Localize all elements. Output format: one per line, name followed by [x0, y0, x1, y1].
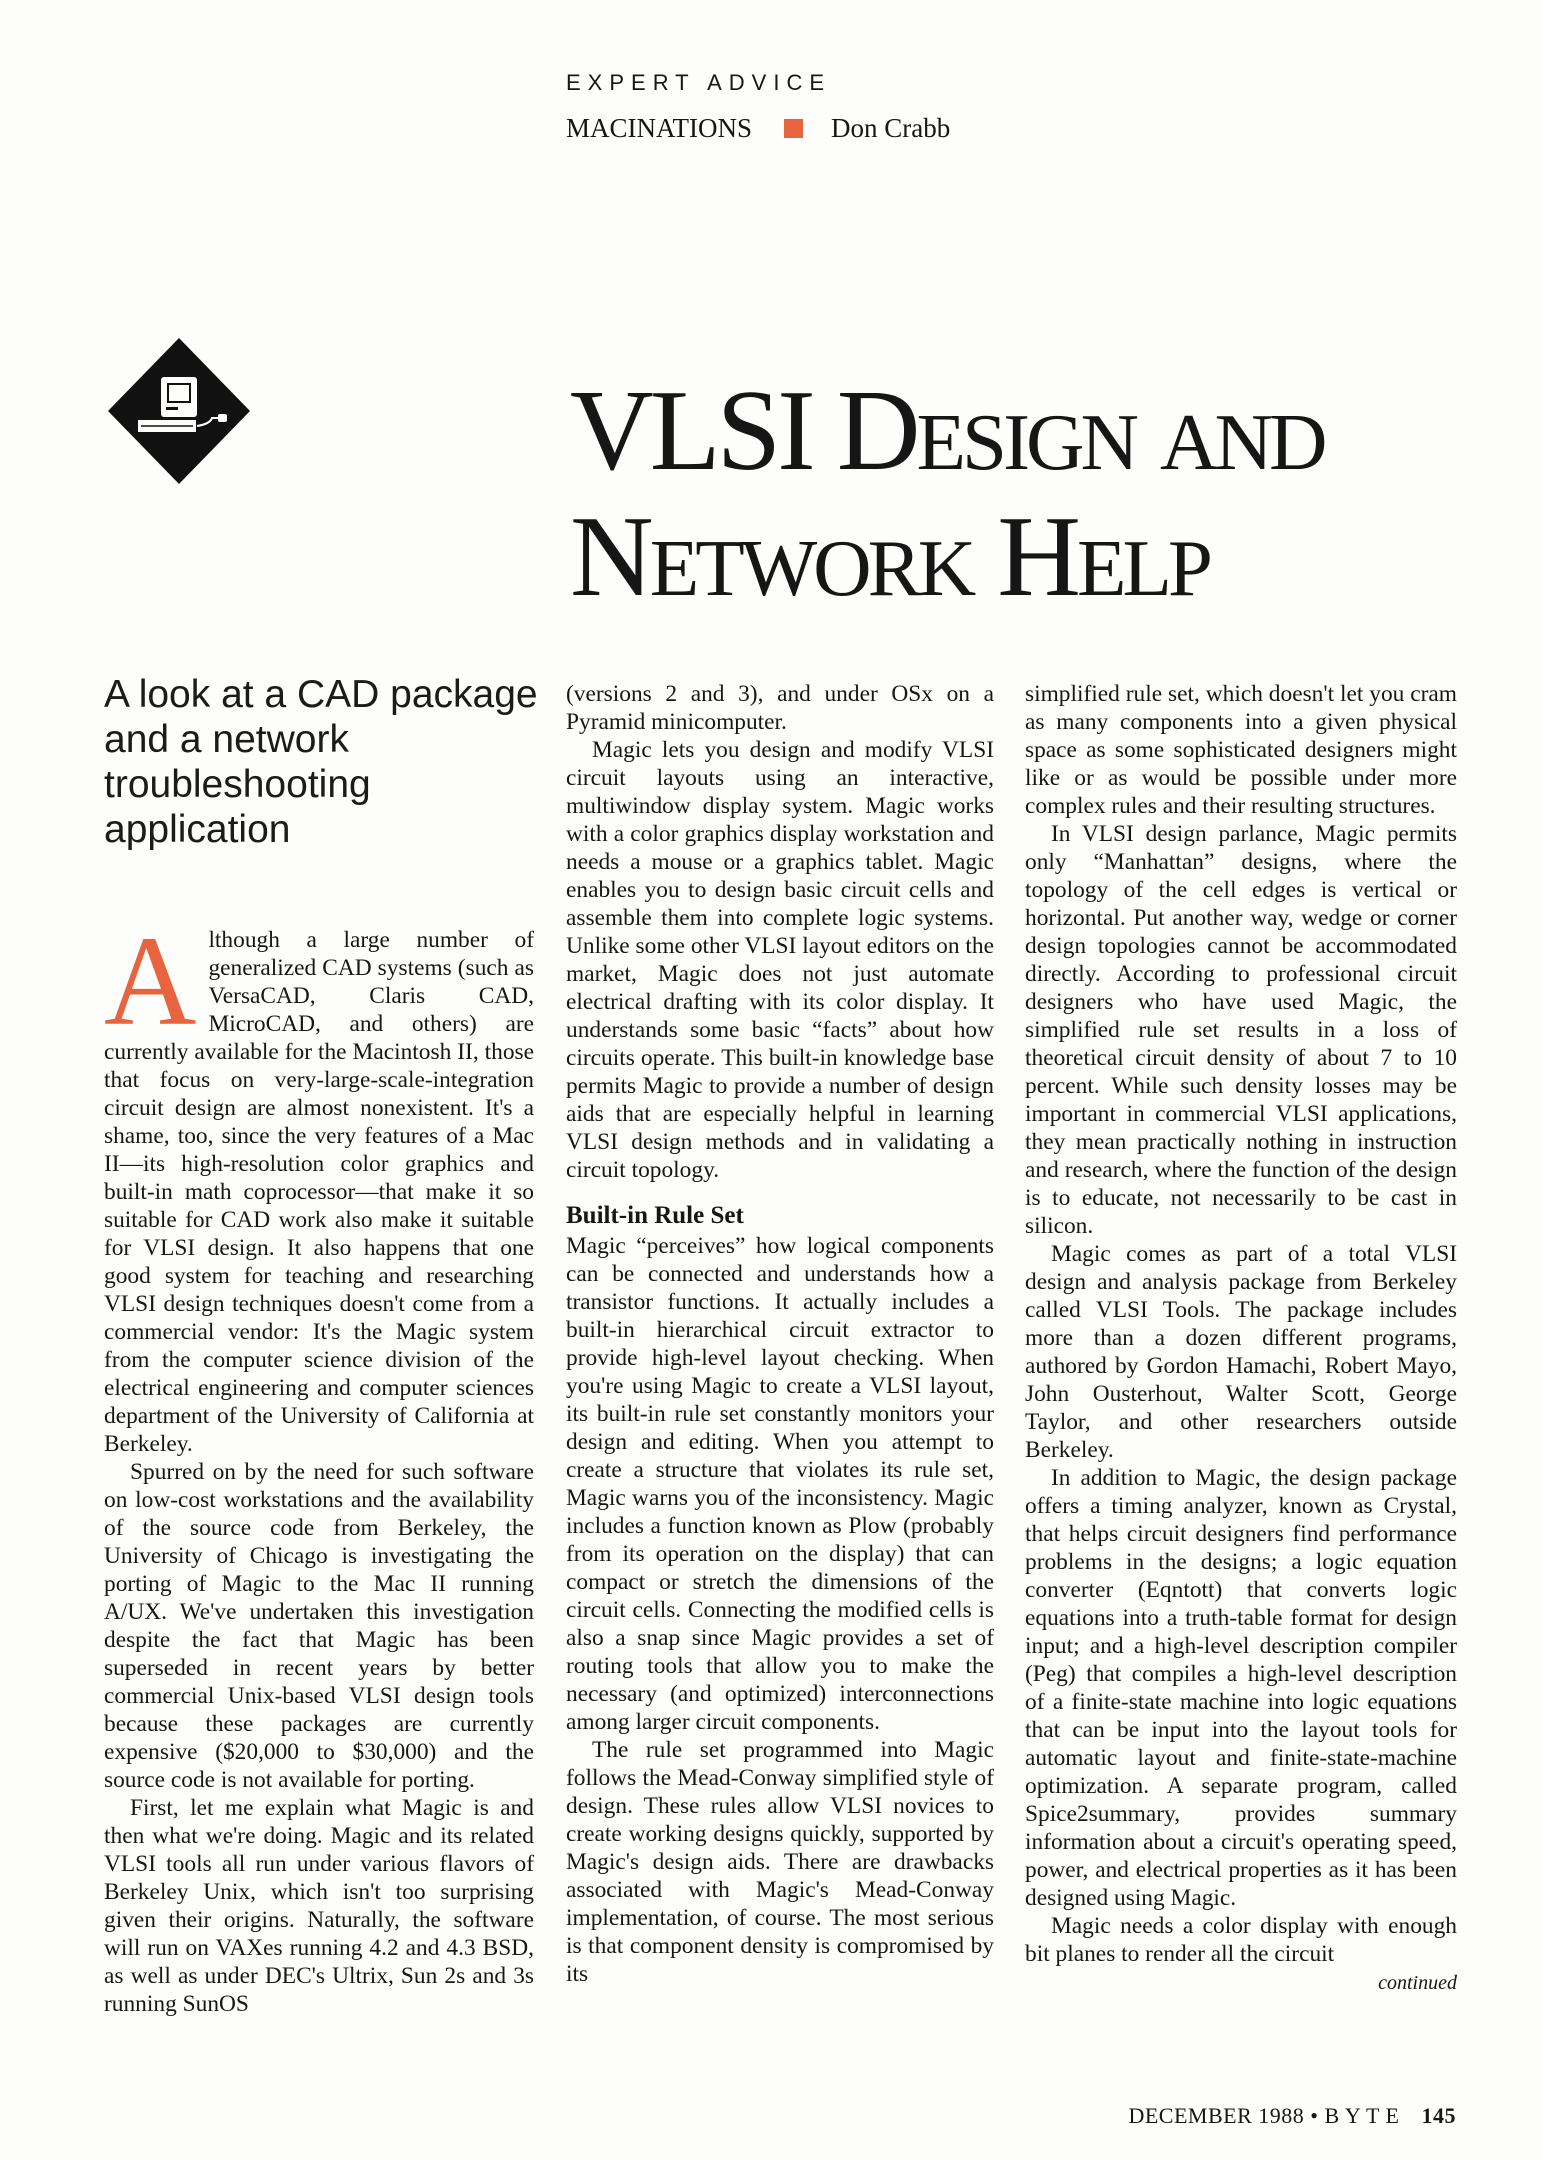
- paragraph: Magic “perceives” how logical components can be connected and understands how a transistor functions. It actually includes a built-in hierarchical circuit extractor to provide high-level layout checking. When you're using Magic to create a VLSI layout, its built-in rule set constantly monitors your design and editing. When you attempt to create a structure that violates its rule set, Magic warns you of the inconsistency. Magic includes a function known as Plow (probably from its operation on the display) that can compact or stretch the dimensions of the circuit cells. Connecting the modified cells is also a snap since Magic provides a set of routing tools that allow you to make the necessary (and optimized) interconnections among larger circuit components.: [566, 1233, 994, 1735]
- page-footer: [1128, 2103, 1456, 2129]
- continued-label: continued: [1378, 1972, 1457, 1994]
- drop-cap: A: [104, 910, 197, 1052]
- accent-square-icon: [784, 119, 803, 138]
- paragraph: The rule set programmed into Magic follows the Mead-Conway simplified style of design. These rules allow VLSI novices to create working designs quickly, supported by Magic's design aids. There are drawbacks associated with Magic's Mead-Conway implementation, of course. The most serious is that component density is compromised by its: [566, 1737, 994, 1987]
- paragraph: Magic needs a color display with enough bit planes to render all the circuit: [1025, 1913, 1457, 1967]
- article-column-2: [566, 680, 994, 1988]
- magazine-name: B Y T E: [1324, 2103, 1400, 2128]
- section-kicker: EXPERT ADVICE: [566, 70, 832, 95]
- issue-date: DECEMBER 1988: [1128, 2103, 1305, 2128]
- paragraph: [104, 910, 534, 1458]
- macintosh-computer-icon: [108, 338, 250, 484]
- paragraph: In VLSI design parlance, Magic permits only “Manhattan” designs, where the topology of the cell edges is vertical or horizontal. Put another way, wedge or corner design topologies cannot be accommodated directly. According to professional circuit designers who have used Magic, the simplified rule set results in a loss of theoretical circuit density of about 7 to 10 percent. While such density losses may be important in commercial VLSI applications, they mean practically nothing in instruction and research, where the function of the design is to educate, not necessarily to be cast in silicon.: [1025, 821, 1457, 1239]
- author-name: Don Crabb: [831, 112, 951, 143]
- paragraph: First, let me explain what Magic is and then what we're doing. Magic and its related VLSI tools all run under various flavors of Berkeley Unix, which isn't too surprising given their origins. Naturally, the software will run on VAXes running 4.2 and 4.3 BSD, as well as under DEC's Ultrix, Sun 2s and 3s running SunOS: [104, 1795, 534, 2017]
- paragraph: Magic comes as part of a total VLSI design and analysis package from Berkeley called VLSI Tools. The package includes more than a dozen different programs, authored by Gordon Hamachi, Robert Mayo, John Ousterhout, Walter Scott, George Taylor, and other researchers outside Berkeley.: [1025, 1241, 1457, 1463]
- article-column-3: [1025, 680, 1457, 1996]
- paragraph: simplified rule set, which doesn't let you cram as many components into a given physical space as some sophisticated designers might like or as would be possible under more complex rules and their resulting structures.: [1025, 681, 1457, 819]
- title-line-2: Network Help: [570, 493, 1209, 621]
- paragraph-text: lthough a large number of generalized CAD systems (such as VersaCAD, Claris CAD, MicroCAD, and others) are currently available for the Macintosh II, those that focus on very-large-scale-integration circuit design are almost nonexistent. It's a shame, too, since the very features of a Mac II—its high-resolution color graphics and built-in math coprocessor—that make it so suitable for CAD work also make it suitable for VLSI design. It also happens that one good system for teaching and researching VLSI design techniques doesn't come from a commercial vendor: It's the Magic system from the computer science division of the electrical engineering and computer sciences department of the University of California at Berkeley.: [104, 927, 534, 1457]
- article-column-1: [104, 910, 534, 2018]
- paragraph: Spurred on by the need for such software on low-cost workstations and the availability of the source code from Berkeley, the University of Chicago is investigating the porting of Magic to the Mac II running A/UX. We've undertaken this investigation despite the fact that Magic has been superseded in recent years by better commercial Unix-based VLSI design tools because these packages are currently expensive ($20,000 to $30,000) and the source code is not available for porting.: [104, 1459, 534, 1793]
- page-number: 145: [1421, 2103, 1456, 2128]
- title-line-1: VLSI Design and: [570, 367, 1324, 495]
- article-title: [570, 368, 1530, 620]
- paragraph: (versions 2 and 3), and under OSx on a Pyramid minicomputer.: [566, 681, 994, 735]
- paragraph: In addition to Magic, the design package offers a timing analyzer, known as Crystal, that helps circuit designers find performance problems in the designs; a logic equation converter (Eqntott) that converts logic equations into a truth-table format for design input; and a high-level description compiler (Peg) that compiles a high-level description of a finite-state machine into logic equations that can be input into the layout tools for automatic layout and finite-state-machine optimization. A separate program, called Spice2summary, provides summary information about a circuit's operating speed, power, and electrical properties as it has been designed using Magic.: [1025, 1465, 1457, 1911]
- column-header: [566, 108, 950, 148]
- paragraph: Magic lets you design and modify VLSI circuit layouts using an interactive, multiwindow display system. Magic works with a color graphics display workstation and needs a mouse or a graphics tablet. Magic enables you to design basic circuit cells and assemble them into complete logic systems. Unlike some other VLSI layout editors on the market, Magic does not just automate electrical drafting with its color display. It understands some basic “facts” about how circuits operate. This built-in knowledge base permits Magic to provide a number of design aids that are especially helpful in learning VLSI design methods and in validating a circuit topology.: [566, 737, 994, 1183]
- separator: •: [1310, 2103, 1319, 2128]
- column-name: MACINATIONS: [566, 112, 753, 143]
- subhead: Built-in Rule Set: [566, 1202, 744, 1229]
- article-deck: A look at a CAD package and a network troubleshooting application: [104, 673, 538, 851]
